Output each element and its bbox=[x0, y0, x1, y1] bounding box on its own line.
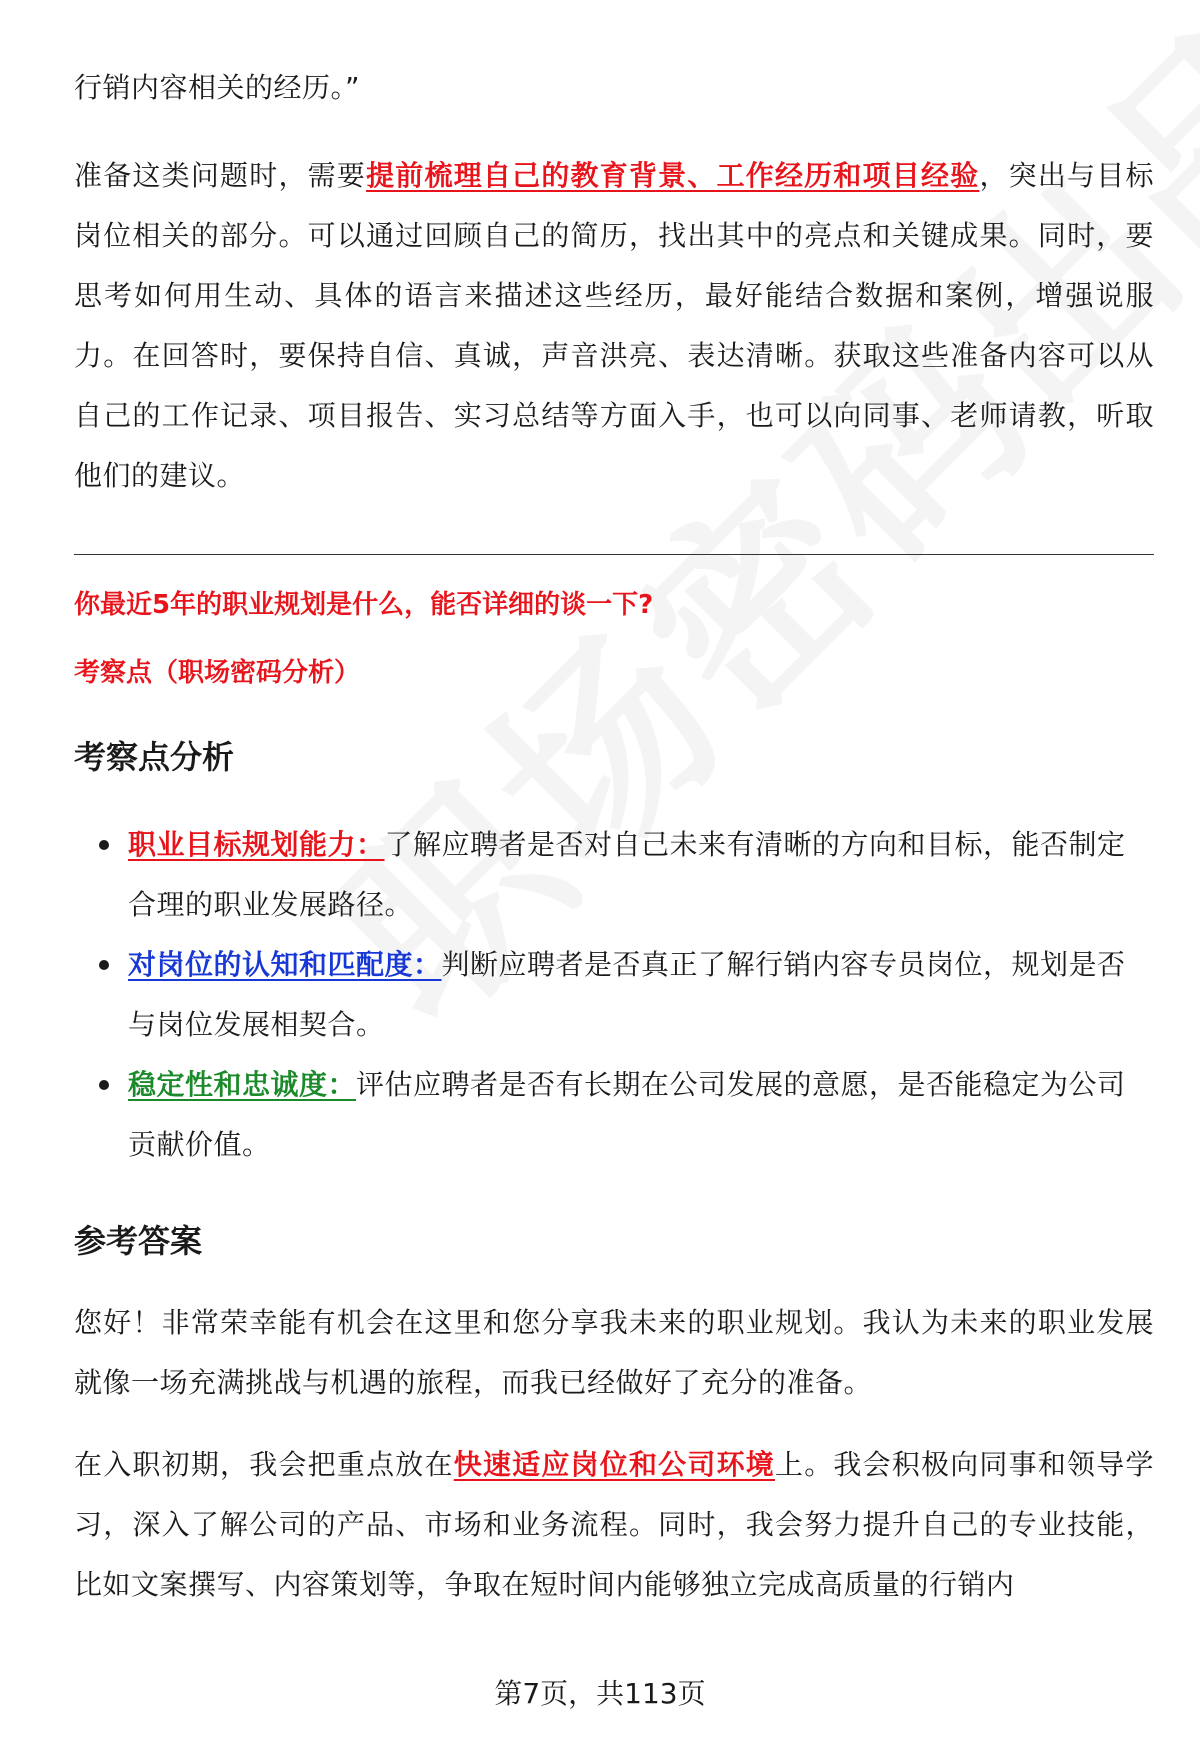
analysis-point-label: 职业目标规划能力： bbox=[128, 828, 385, 861]
bullet-icon bbox=[99, 1080, 109, 1090]
section-divider bbox=[74, 554, 1154, 555]
analysis-point bbox=[128, 815, 1154, 935]
prep-highlight: 提前梳理自己的教育背景、工作经历和项目经验 bbox=[366, 159, 980, 192]
prep-post: ，突出与目标岗位相关的部分。可以通过回顾自己的简历，找出其中的亮点和关键成果。同时，要思考如何用生动、具体的语言来描述这些经历，最好能结合数据和案例，增强说服力。在回答时，要保持自信、真诚，声音洪亮、表达清晰。获取这些准备内容可以从自己的工作记录、项目报告、实习总结等方面入手，也可以向同事、老师请教，听取他们的建议。 bbox=[74, 159, 1154, 492]
bullet-icon bbox=[99, 960, 109, 970]
analysis-point-label: 对岗位的认知和匹配度： bbox=[128, 948, 442, 981]
analysis-point bbox=[128, 935, 1154, 1055]
document-page bbox=[74, 58, 1154, 1615]
analysis-point-text: 评估应聘者是否有长期在公司发展的意愿，是否能稳定为公司贡献价值。 bbox=[128, 1068, 1126, 1161]
prep-pre: 准备这类问题时，需要 bbox=[74, 159, 367, 192]
analysis-point-label: 稳定性和忠诚度： bbox=[128, 1068, 357, 1101]
answer-heading: 参考答案 bbox=[74, 1222, 203, 1260]
question-title: 你最近5年的职业规划是什么，能否详细的谈一下? bbox=[74, 590, 654, 620]
analysis-heading: 考察点分析 bbox=[74, 738, 235, 776]
intro-line-end: 行销内容相关的经历。” bbox=[74, 71, 361, 104]
page-number: 第7页，共113页 bbox=[494, 1677, 706, 1710]
analysis-point-text: 了解应聘者是否对自己未来有清晰的方向和目标，能否制定合理的职业发展路径。 bbox=[128, 828, 1126, 921]
answer-paragraph-2 bbox=[74, 1435, 1154, 1615]
analysis-point-text: 判断应聘者是否真正了解行销内容专员岗位，规划是否与岗位发展相契合。 bbox=[128, 948, 1126, 1041]
answer-p2-pre: 在入职初期，我会把重点放在 bbox=[74, 1448, 454, 1481]
answer-p2-post: 上。我会积极向同事和领导学习，深入了解公司的产品、市场和业务流程。同时，我会努力提升自己的专业技能，比如文案撰写、内容策划等，争取在短时间内能够独立完成高质量的行销内 bbox=[74, 1448, 1154, 1601]
analysis-list bbox=[74, 815, 1154, 1175]
answer-paragraph-1: 您好！非常荣幸能有机会在这里和您分享我未来的职业规划。我认为未来的职业发展就像一场充满挑战与机遇的旅程，而我已经做好了充分的准备。 bbox=[74, 1306, 1154, 1399]
prep-paragraph bbox=[74, 146, 1154, 506]
answer-p2-highlight: 快速适应岗位和公司环境 bbox=[453, 1448, 775, 1481]
question-subtitle: 考察点（职场密码分析） bbox=[74, 658, 361, 688]
bullet-icon bbox=[99, 840, 109, 850]
analysis-point bbox=[128, 1055, 1154, 1175]
